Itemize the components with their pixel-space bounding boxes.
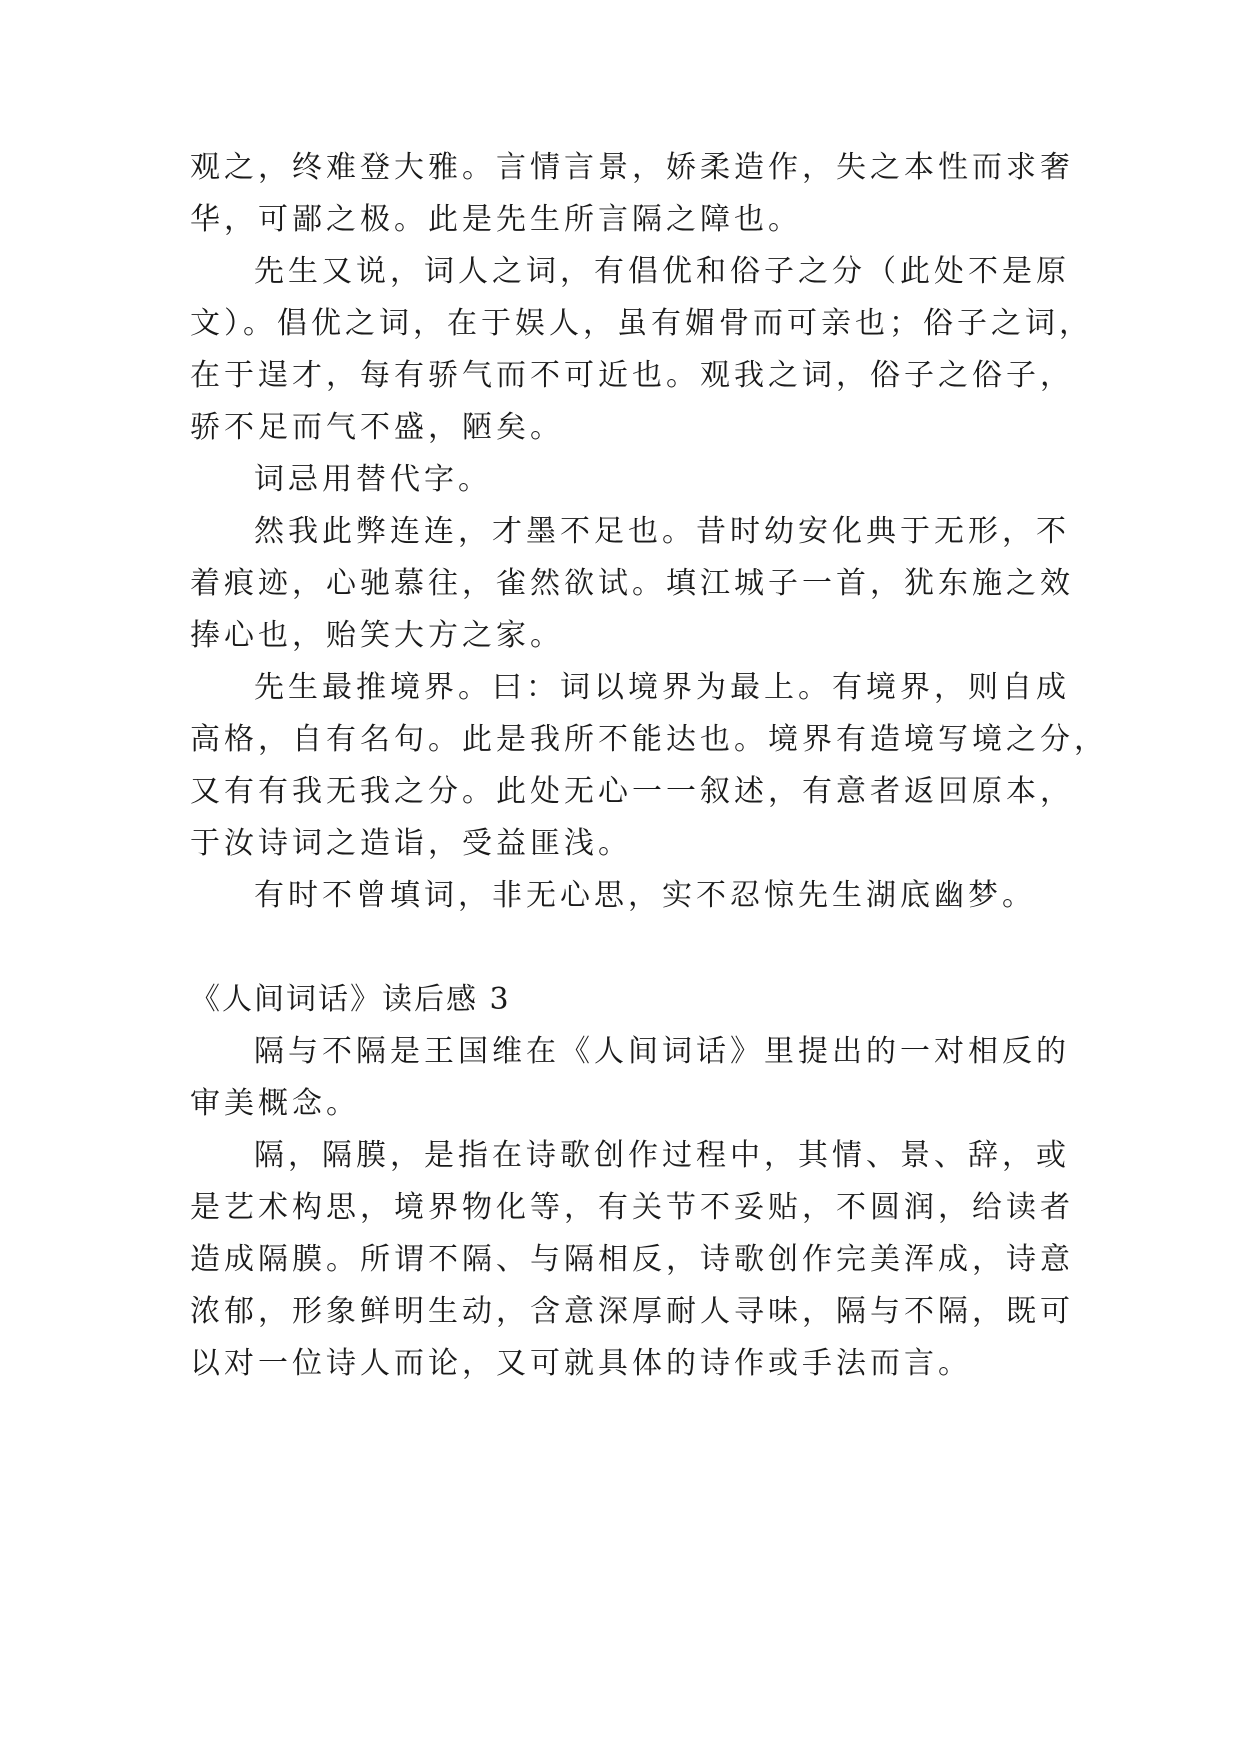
paragraph-line: 高格，自有名句。此是我所不能达也。境界有造境写境之分，: [190, 722, 1108, 757]
paragraph-line: 以对一位诗人而论，又可就具体的诗作或手法而言。: [190, 1346, 972, 1381]
paragraph-line: 着痕迹，心驰慕往，雀然欲试。填江城子一首，犹东施之效: [190, 566, 1074, 601]
paragraph-line: 于汝诗词之造诣，受益匪浅。: [190, 826, 632, 861]
paragraph-line: 先生最推境界。曰：词以境界为最上。有境界，则自成: [254, 670, 1070, 705]
paragraph-line: 文）。倡优之词，在于娱人，虽有媚骨而可亲也；俗子之词，: [190, 306, 1093, 341]
paragraph-line: 捧心也，贻笑大方之家。: [190, 618, 564, 653]
paragraph-line: 是艺术构思，境界物化等，有关节不妥贴，不圆润，给读者: [190, 1190, 1074, 1225]
paragraph-line: 有时不曾填词，非无心思，实不忍惊先生湖底幽梦。: [254, 878, 1036, 913]
paragraph-line: 词忌用替代字。: [254, 462, 492, 497]
paragraph-line: 隔，隔膜，是指在诗歌创作过程中，其情、景、辞，或: [254, 1138, 1070, 1173]
paragraph-line: 隔与不隔是王国维在《人间词话》里提出的一对相反的: [254, 1034, 1070, 1069]
paragraph-line: 造成隔膜。所谓不隔、与隔相反，诗歌创作完美浑成，诗意: [190, 1242, 1074, 1277]
paragraph-line: 观之，终难登大雅。言情言景，娇柔造作，失之本性而求奢: [190, 150, 1074, 185]
section-title: 《人间词话》读后感 3: [190, 982, 511, 1017]
paragraph-line: 然我此弊连连，才墨不足也。昔时幼安化典于无形，不: [254, 514, 1070, 549]
paragraph-line: 又有有我无我之分。此处无心一一叙述，有意者返回原本，: [190, 774, 1074, 809]
paragraph-line: 审美概念。: [190, 1086, 360, 1121]
paragraph-line: 华，可鄙之极。此是先生所言隔之障也。: [190, 202, 802, 237]
paragraph-line: 浓郁，形象鲜明生动，含意深厚耐人寻味，隔与不隔，既可: [190, 1294, 1074, 1329]
paragraph-line: 骄不足而气不盛，陋矣。: [190, 410, 564, 445]
paragraph-line: 先生又说，词人之词，有倡优和俗子之分（此处不是原: [254, 254, 1070, 289]
paragraph-line: 在于逞才，每有骄气而不可近也。观我之词，俗子之俗子，: [190, 358, 1074, 393]
